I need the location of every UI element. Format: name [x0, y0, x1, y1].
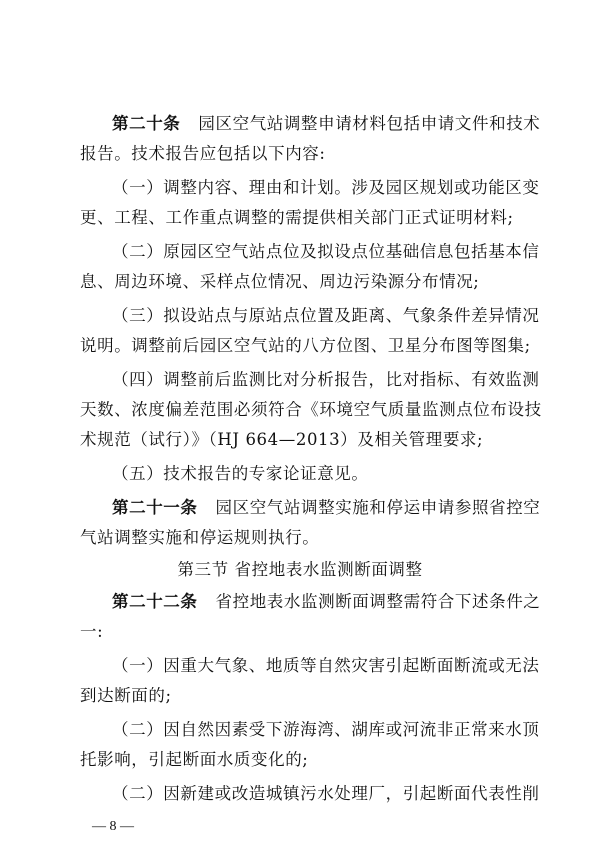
section-title: 第三节 省控地表水监测断面调整 [177, 560, 423, 579]
item-22-1-line-2: 到达断面的; [80, 686, 172, 705]
item-20-5-line-1: （五）技术报告的专家论证意见。 [112, 464, 369, 483]
article-22-line-1 [112, 592, 540, 612]
article-21-line-2: 气站调整实施和停运规则执行。 [80, 528, 320, 547]
article-20-heading: 第二十条 [112, 114, 181, 133]
item-20-4-line-1: （四）调整前后监测比对分析报告，比对指标、有效监测 [112, 370, 540, 389]
item-22-3-line-1: （二）因新建或改造城镇污水处理厂，引起断面代表性削 [112, 784, 540, 803]
article-22-line-2: 一: [80, 622, 104, 641]
item-20-2-line-2: 息、周边环境、采样点位情况、周边污染源分布情况; [80, 272, 480, 291]
article-20-line-2: 报告。技术报告应包括以下内容: [80, 144, 326, 163]
page-number: — 8 — [92, 819, 134, 834]
item-20-3-line-1: （三）拟设站点与原站点位置及距离、气象条件差异情况 [112, 306, 540, 325]
item-20-3-line-2: 说明。调整前后园区空气站的八方位图、卫星分布图等图集; [80, 336, 531, 355]
item-20-1-line-1: （一）调整内容、理由和计划。涉及园区规划或功能区变 [112, 178, 540, 197]
item-20-4-line-2: 天数、浓度偏差范围必须符合《环境空气质量监测点位布设技 [80, 400, 542, 419]
article-21-line-1 [112, 498, 540, 518]
item-22-2-line-1: （二）因自然因素受下游海湾、湖库或河流非正常来水顶 [112, 720, 540, 739]
article-21-heading: 第二十一条 [112, 498, 198, 517]
item-22-2-line-2: 托影响，引起断面水质变化的; [80, 750, 309, 769]
article-20-text: 园区空气站调整申请材料包括申请文件和技术 [198, 114, 541, 133]
item-20-4-line-3: 术规范（试行）》（HJ 664—2013）及相关管理要求; [80, 430, 484, 449]
item-20-1-line-2: 更、工程、工作重点调整的需提供相关部门正式证明材料; [80, 208, 514, 227]
article-22-heading: 第二十二条 [112, 592, 198, 611]
item-22-1-line-1: （一）因重大气象、地质等自然灾害引起断面断流或无法 [112, 656, 540, 675]
item-20-2-line-1: （二）原园区空气站点位及拟设点位基础信息包括基本信 [112, 242, 540, 261]
article-21-text: 园区空气站调整实施和停运申请参照省控空 [215, 498, 541, 517]
article-20-line-1 [112, 114, 540, 134]
article-22-text: 省控地表水监测断面调整需符合下述条件之 [215, 592, 541, 611]
